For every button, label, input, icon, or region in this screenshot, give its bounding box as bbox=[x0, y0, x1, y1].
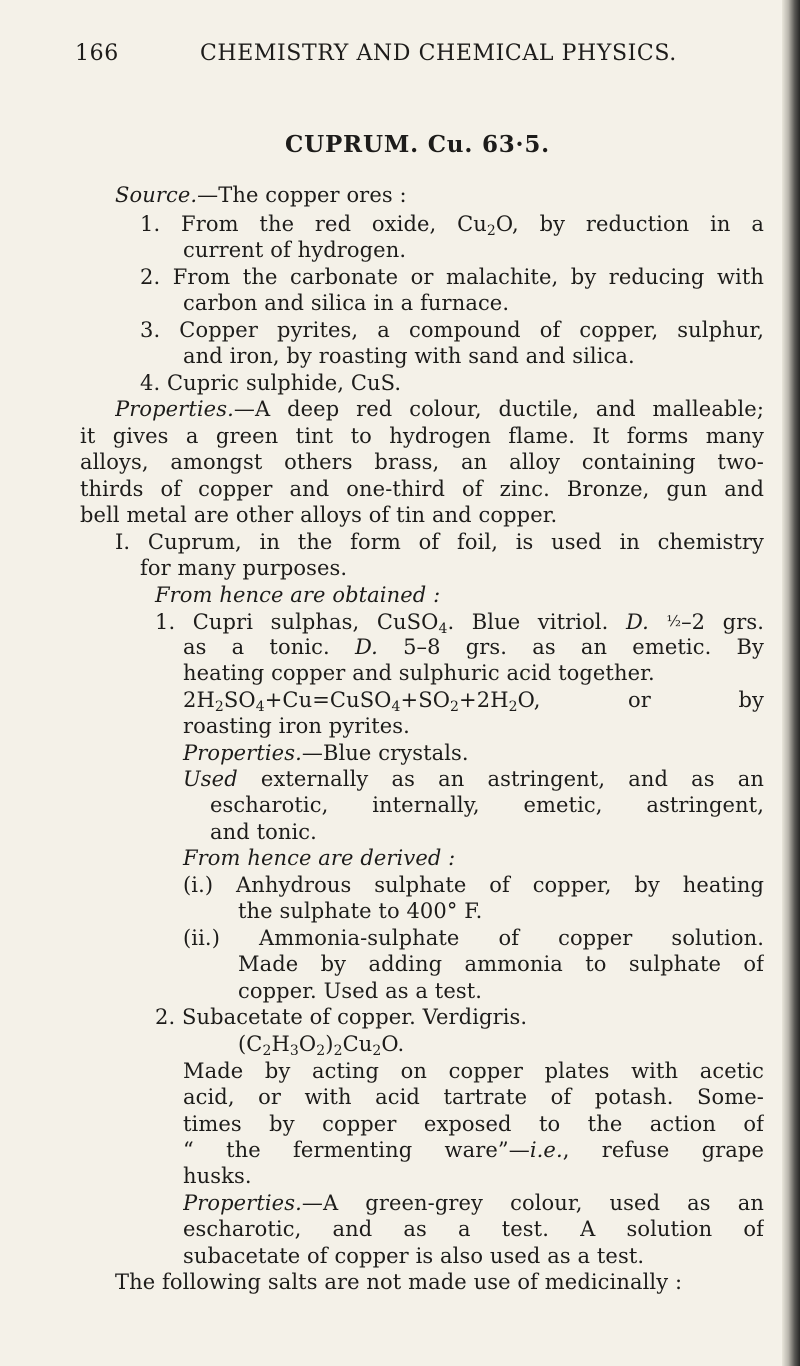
text-line: subacetate of copper is also used as a test. bbox=[183, 1244, 645, 1268]
text-line: and iron, by roasting with sand and silica. bbox=[183, 344, 635, 368]
formula-line: $(C_2H_3O_2)_2Cu_2O$. bbox=[238, 1032, 405, 1059]
text-line: 1. From the red oxide, $Cu_2O$, by reduction in a bbox=[140, 212, 764, 237]
text-line: (ii.) Ammonia-sulphate of copper solution. bbox=[183, 926, 764, 950]
text-line: heating copper and sulphuric acid together. bbox=[183, 661, 655, 685]
text-line: the sulphate to 400° F. bbox=[238, 899, 483, 923]
book-spine-edge bbox=[782, 0, 800, 1366]
text-line: Properties.—A green-grey colour, used as an bbox=[183, 1191, 764, 1215]
text-line: escharotic, and as a test. A solution of bbox=[183, 1217, 764, 1241]
text-line: 3. Copper pyrites, a compound of copper, sulphur, bbox=[140, 318, 764, 342]
text-line: it gives a green tint to hydrogen flame. It forms many bbox=[80, 424, 764, 448]
subheading-obtained: From hence are obtained : bbox=[155, 583, 441, 607]
text-line: Properties.—Blue crystals. bbox=[183, 741, 469, 765]
text-line: bell metal are other alloys of tin and copper. bbox=[80, 503, 558, 527]
source-heading: Source.—The copper ores : bbox=[115, 183, 407, 207]
subheading-derived: From hence are derived : bbox=[183, 846, 456, 870]
text-line: “ the fermenting ware”—i.e., refuse grape bbox=[183, 1138, 764, 1162]
text-line: 4. Cupric sulphide, CuS. bbox=[140, 371, 402, 395]
text-line: carbon and silica in a furnace. bbox=[183, 291, 510, 315]
text-line: thirds of copper and one-third of zinc. Bronze, gun and bbox=[80, 477, 764, 501]
text-line: 2. Subacetate of copper. Verdigris. bbox=[155, 1005, 528, 1029]
section-title: CUPRUM. Cu. 63·5. bbox=[285, 131, 550, 158]
text-line: alloys, amongst others brass, an alloy containing two- bbox=[80, 450, 764, 474]
equation-line: $2H_2SO_4+Cu=CuSO_4+SO_2+2H_2O$, or by bbox=[183, 688, 764, 713]
text-line: The following salts are not made use of medicinally : bbox=[115, 1270, 683, 1294]
text-line: current of hydrogen. bbox=[183, 238, 407, 262]
text-line: escharotic, internally, emetic, astringent, bbox=[210, 793, 764, 817]
text-line: 2. From the carbonate or malachite, by reducing with bbox=[140, 265, 764, 289]
text-line: copper. Used as a test. bbox=[238, 979, 483, 1003]
text-line: acid, or with acid tartrate of potash. Some- bbox=[183, 1085, 764, 1109]
text-line: Used externally as an astringent, and as an bbox=[183, 767, 764, 791]
page-number: 166 bbox=[75, 41, 119, 66]
text-line: husks. bbox=[183, 1164, 252, 1188]
text-line: as a tonic. D. 5–8 grs. as an emetic. By bbox=[183, 635, 764, 659]
text-line: and tonic. bbox=[210, 820, 317, 844]
text-line: times by copper exposed to the action of bbox=[183, 1112, 764, 1136]
text-line: 1. Cupri sulphas, CuSO$_4$. Blue vitriol. D. ½–2 grs. bbox=[155, 610, 764, 634]
text-line: Made by adding ammonia to sulphate of bbox=[238, 952, 764, 976]
text-line: Made by acting on copper plates with acetic bbox=[183, 1059, 764, 1083]
text-line: I. Cuprum, in the form of foil, is used in chemistry bbox=[115, 530, 764, 554]
running-header: CHEMISTRY AND CHEMICAL PHYSICS. bbox=[200, 41, 677, 66]
text-line: (i.) Anhydrous sulphate of copper, by heating bbox=[183, 873, 764, 897]
text-line: roasting iron pyrites. bbox=[183, 714, 410, 738]
text-line: for many purposes. bbox=[140, 556, 348, 580]
text-line: Properties.—A deep red colour, ductile, and malleable; bbox=[115, 397, 764, 421]
